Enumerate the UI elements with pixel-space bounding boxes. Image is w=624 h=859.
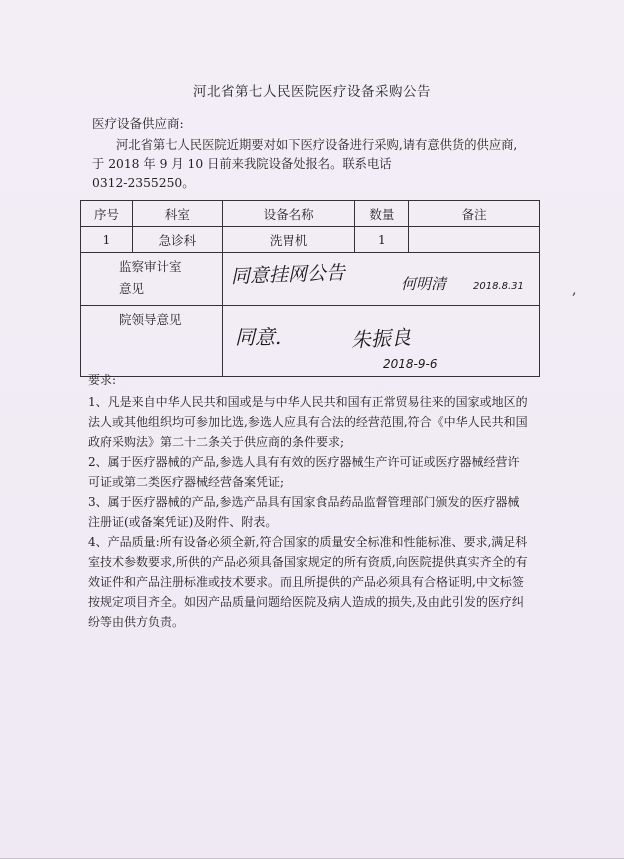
leadership-signature [223, 306, 541, 372]
requirement-item: 4、产品质量:所有设备必须全新,符合国家的质量安全标准和性能标准、要求,满足科室技术参数要求,所供的产品必须具备国家规定的所有资质,向医院提供真实齐全的有效证件和产品注册标准或技术要求。而且所提供的产品必须具有合格证明,中文标签按规定项目齐全。如因产品质量问题给医院及病人造成的损失,及由此引发的医疗纠纷等由供方负责。 [88, 535, 528, 629]
supervision-opinion-row [81, 253, 540, 306]
leadership-opinion-row [81, 306, 540, 377]
supervision-signature-cell [222, 253, 539, 306]
leadership-label-text: 院领导意见 [119, 312, 182, 327]
contact-phone: 0312-2355250。 [92, 176, 195, 190]
requirement-item: 2、属于医疗器械的产品,参选人具有有效的医疗器械生产许可证或医疗器械经营许可证或第二类医疗器械经营备案凭证; [88, 455, 520, 489]
header-device-name: 设备名称 [222, 201, 355, 227]
cell-device-name: 洗胃机 [222, 227, 355, 253]
table-header-row [81, 201, 540, 227]
procurement-table [80, 200, 540, 377]
header-department: 科室 [132, 201, 222, 227]
cell-department: 急诊科 [132, 227, 222, 253]
supervision-label-line2: 意见 [119, 281, 145, 296]
leadership-signature-cell [222, 306, 539, 377]
supervision-signature-date: 2018.8.31 [472, 281, 524, 292]
header-remarks: 备注 [409, 201, 540, 227]
leadership-signature-note: 同意. [234, 325, 282, 349]
table-row [81, 227, 540, 253]
leadership-signature-date: 2018-9-6 [382, 357, 438, 371]
margin-mark: , [572, 282, 577, 298]
supervision-signature [223, 253, 541, 301]
requirements-section [88, 370, 528, 632]
intro-text: 河北省第七人民医院近期要对如下医疗设备进行采购,请有意供货的供应商,于 2018 年 9 月 10 日前来我院设备处报名。联系电话 [92, 138, 518, 171]
supervision-label [81, 253, 223, 306]
supervision-signature-name: 何明清 [400, 275, 446, 293]
leadership-label [81, 306, 223, 377]
supervision-signature-note: 同意挂网公告 [230, 261, 345, 288]
intro-paragraph [92, 136, 528, 193]
leadership-signature-name: 朱振良 [350, 325, 412, 353]
requirements-heading: 要求: [88, 373, 117, 387]
requirement-item: 3、属于医疗器械的产品,参选产品具有国家食品药品监督管理部门颁发的医疗器械注册证(或备案凭证)及附件、附表。 [88, 495, 520, 529]
header-quantity: 数量 [355, 201, 409, 227]
cell-quantity: 1 [355, 227, 409, 253]
cell-remarks [409, 227, 540, 253]
supervision-label-line1: 监察审计室 [119, 259, 182, 274]
cell-index: 1 [81, 227, 133, 253]
header-index: 序号 [81, 201, 133, 227]
requirement-item: 1、凡是来自中华人民共和国或是与中华人民共和国有正常贸易往来的国家或地区的法人或其他组织均可参加比选,参选人应具有合法的经营范围,符合《中华人民共和国政府采购法》第二十二条关于供应商的条件要求; [88, 395, 528, 449]
document-title: 河北省第七人民医院医疗设备采购公告 [193, 84, 431, 100]
salutation: 医疗设备供应商: [92, 116, 184, 131]
